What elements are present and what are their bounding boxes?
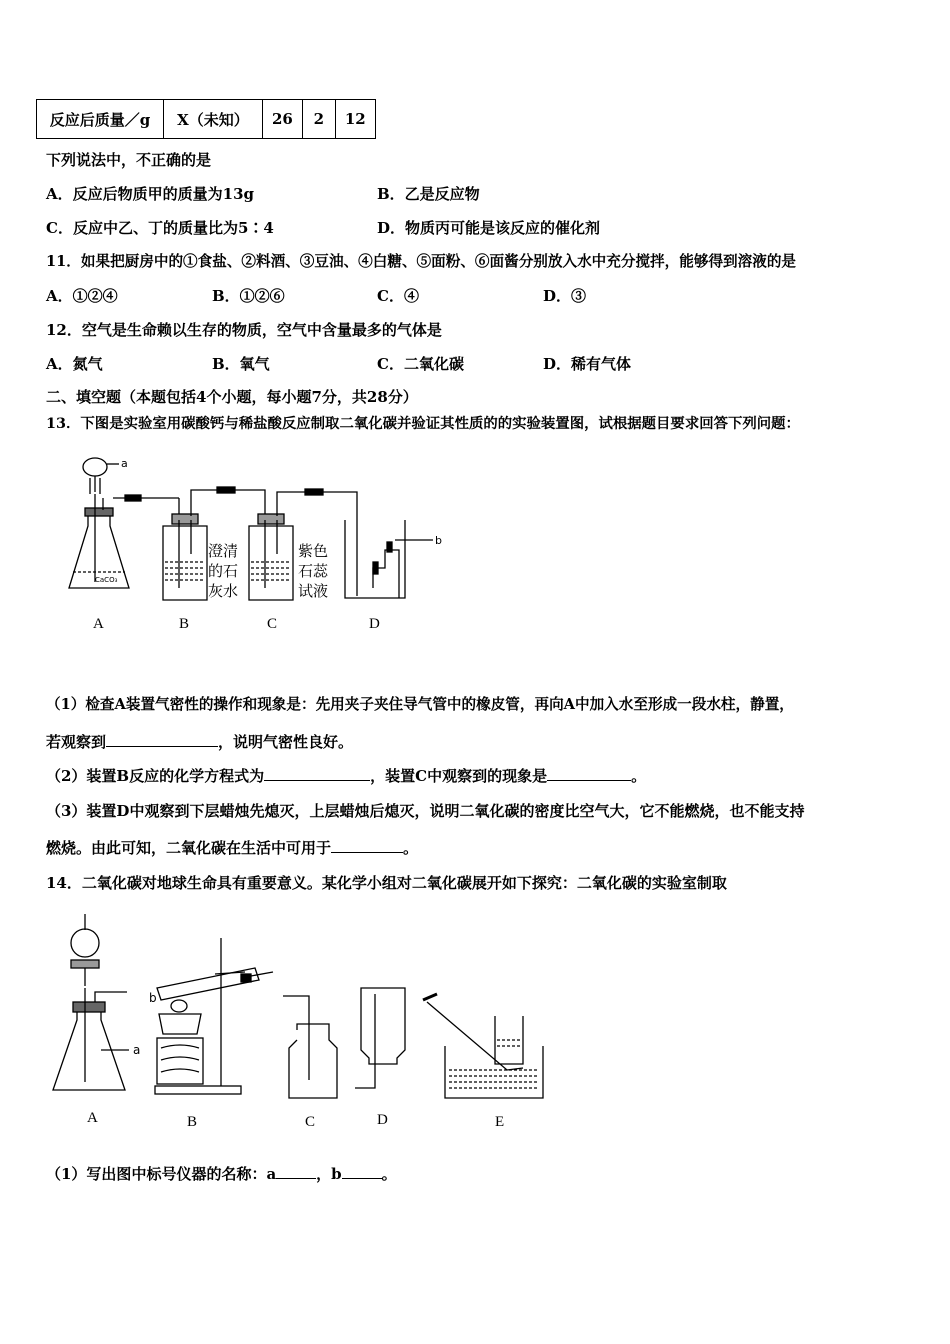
limewater-text: 灰水 [208,582,239,600]
q13-part3-line2: 燃烧。由此可知，二氧化碳在生活中可用于 。 [46,839,419,857]
q11-stem: 11．如果把厨房中的①食盐、②料酒、③豆油、④白糖、⑤面粉、⑥面酱分别放入水中充分搅拌，能够得到溶液的是 [46,253,797,270]
section-title: 二、填空题（本题包括4个小题，每小题7分，共28分） [46,388,418,406]
table-cell: 2 [302,100,335,139]
q13-part3-line1: （3）装置D中观察到下层蜡烛先熄灭，上层蜡烛后熄灭，说明二氧化碳的密度比空气大，它不能燃烧，也不能支持 [46,802,805,820]
litmus-text: 试液 [298,582,329,600]
q12-option-c: C．二氧化碳 [377,355,464,373]
apparatus-label: D [369,616,380,632]
answer-blank[interactable] [106,732,218,747]
litmus-text: 石蕊 [298,562,329,580]
label-a: a [121,457,128,470]
q14-apparatus-figure [45,910,565,1135]
apparatus-label: E [495,1114,505,1130]
q10-stem: 下列说法中，不正确的是 [46,151,212,169]
table-cell: 12 [335,100,375,139]
q13-apparatus-figure [55,450,475,640]
q13-part1-line2: 若观察到 ，说明气密性良好。 [46,733,354,751]
limewater-text: 的石 [208,562,239,580]
gas-bottle-d [355,988,405,1088]
label-a: a [133,1043,141,1057]
answer-blank[interactable] [331,838,403,853]
water-trough-e [423,994,543,1098]
q11-option-a: A．①②④ [46,287,118,305]
q13-part1-line1: （1）检查A装置气密性的操作和现象是：先用夹子夹住导气管中的橡皮管，再向A中加入水至形成一段水柱，静置， [46,696,794,713]
apparatus-label: D [377,1112,388,1128]
apparatus-label: B [179,616,190,632]
apparatus-label: C [267,616,278,632]
table-row [37,100,376,139]
label-b: b [435,534,442,547]
q12-option-a: A．氮气 [46,355,103,373]
q14-part1: （1）写出图中标号仪器的名称：a ，b 。 [46,1165,397,1183]
q10-option-c: C．反应中乙、丁的质量比为5∶4 [46,219,274,237]
answer-blank[interactable] [342,1164,382,1179]
q11-option-b: B．①②⑥ [212,287,285,305]
table-cell: X（未知） [164,100,263,139]
q12-option-d: D．稀有气体 [543,355,632,373]
answer-blank[interactable] [264,766,370,781]
heating-setup-b [155,938,273,1094]
label-b: b [149,991,157,1005]
q11-option-c: C．④ [377,287,419,305]
limewater-text: 澄清 [208,542,239,560]
q11-option-d: D．③ [543,287,587,305]
q10-option-a: A．反应后物质甲的质量为13g [46,185,255,203]
apparatus-label: C [305,1114,316,1130]
apparatus-label: A [87,1110,98,1126]
table-row-label: 反应后质量／g [37,100,164,139]
q14-stem: 14．二氧化碳对地球生命具有重要意义。某化学小组对二氧化碳展开如下探究：二氧化碳的实验室制取 [46,874,727,892]
reaction-mass-table [36,99,376,139]
q12-stem: 12．空气是生命赖以生存的物质，空气中含量最多的气体是 [46,321,442,339]
answer-blank[interactable] [547,766,631,781]
flask-a [53,914,129,1090]
q13-stem: 13．下图是实验室用碳酸钙与稀盐酸反应制取二氧化碳并验证其性质的的实验装置图，试根据题目要求回答下列问题： [46,415,800,432]
apparatus-label: B [187,1114,198,1130]
q13-part2: （2）装置B反应的化学方程式为 ，装置C中观察到的现象是 。 [46,767,647,785]
table-cell: 26 [263,100,303,139]
q12-option-b: B．氧气 [212,355,270,373]
answer-blank[interactable] [276,1164,316,1179]
gas-bottle-c [283,996,337,1098]
apparatus-label: A [93,616,104,632]
caco3-label: CaCO₃ [95,576,118,584]
q10-option-b: B．乙是反应物 [377,185,480,203]
q10-option-d: D．物质丙可能是该反应的催化剂 [377,219,601,237]
beaker-d [345,520,433,598]
litmus-text: 紫色 [298,542,329,560]
